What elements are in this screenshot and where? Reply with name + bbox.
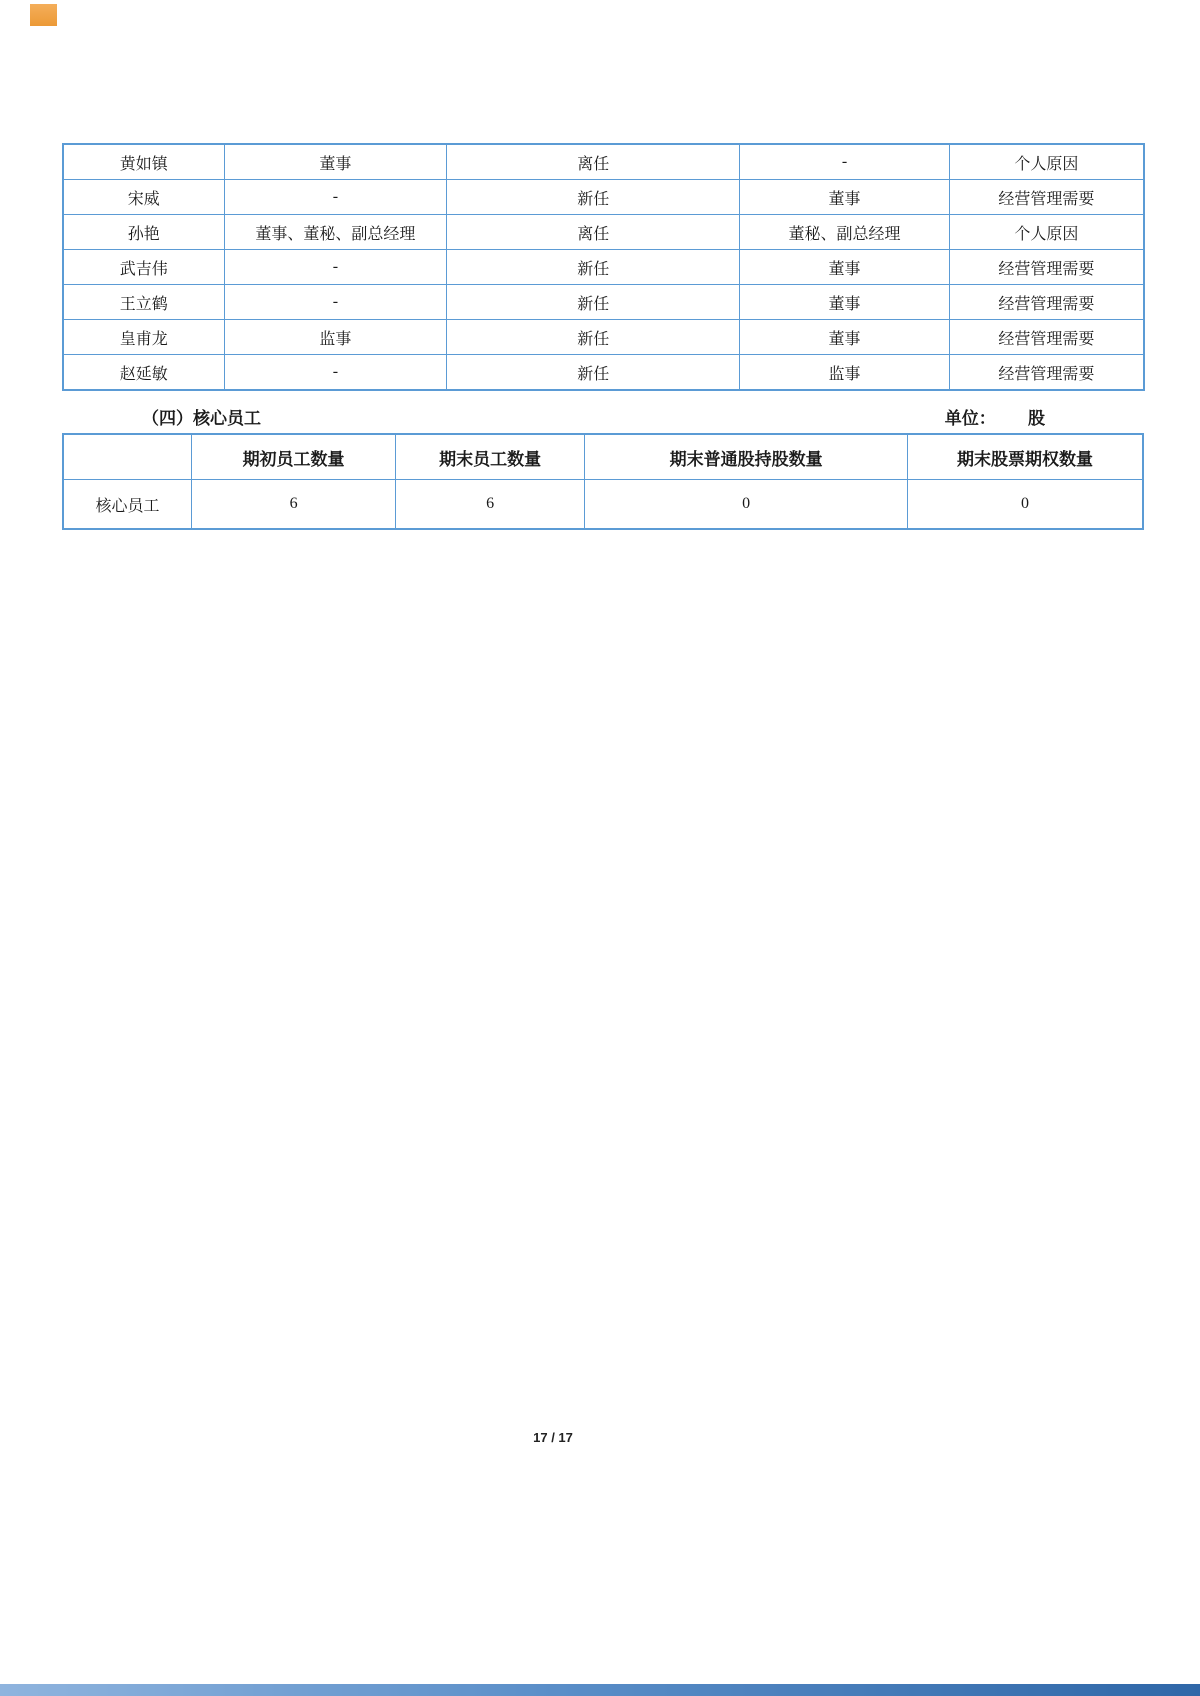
- bottom-footer-bar: [0, 1684, 1200, 1696]
- cell-prev-position: 监事: [224, 320, 447, 355]
- cell-begin-count: 6: [192, 480, 396, 530]
- cell-end-shares: 0: [585, 480, 908, 530]
- table-row: [63, 250, 1144, 285]
- cell-change-type: 新任: [447, 250, 740, 285]
- cell-new-position: 董秘、副总经理: [740, 215, 950, 250]
- cell-name: 王立鹤: [63, 285, 224, 320]
- header-end-count: 期末员工数量: [396, 434, 585, 480]
- cell-reason: 经营管理需要: [949, 250, 1144, 285]
- cell-prev-position: 董事、董秘、副总经理: [224, 215, 447, 250]
- page-number: 17 / 17: [533, 1430, 573, 1445]
- cell-reason: 经营管理需要: [949, 355, 1144, 391]
- header-begin-count: 期初员工数量: [192, 434, 396, 480]
- cell-name: 皇甫龙: [63, 320, 224, 355]
- cell-new-position: 董事: [740, 285, 950, 320]
- cell-reason: 个人原因: [949, 215, 1144, 250]
- personnel-change-table: [62, 143, 1145, 391]
- unit-label-wrap: [945, 404, 1045, 429]
- unit-label: 单位：: [944, 409, 996, 428]
- table-row: [63, 144, 1144, 180]
- cell-change-type: 新任: [447, 180, 740, 215]
- cell-reason: 经营管理需要: [949, 285, 1144, 320]
- cell-change-type: 新任: [447, 285, 740, 320]
- core-employee-table: [62, 433, 1144, 530]
- cell-name: 赵延敏: [63, 355, 224, 391]
- section-heading-line: [62, 404, 1145, 428]
- header-end-options: 期末股票期权数量: [908, 434, 1143, 480]
- cell-new-position: -: [740, 144, 950, 180]
- cell-end-options: 0: [908, 480, 1143, 530]
- cell-name: 宋威: [63, 180, 224, 215]
- cell-reason: 经营管理需要: [949, 320, 1144, 355]
- cell-prev-position: -: [224, 285, 447, 320]
- top-left-corner-mark: [30, 4, 57, 26]
- cell-name: 武吉伟: [63, 250, 224, 285]
- header-end-shares: 期末普通股持股数量: [585, 434, 908, 480]
- table-row: [63, 180, 1144, 215]
- unit-value: 股: [1028, 409, 1045, 428]
- cell-change-type: 离任: [447, 144, 740, 180]
- cell-reason: 个人原因: [949, 144, 1144, 180]
- cell-name: 黄如镇: [63, 144, 224, 180]
- table-row: [63, 215, 1144, 250]
- cell-name: 孙艳: [63, 215, 224, 250]
- cell-reason: 经营管理需要: [949, 180, 1144, 215]
- cell-change-type: 新任: [447, 320, 740, 355]
- table-row: [63, 285, 1144, 320]
- cell-prev-position: 董事: [224, 144, 447, 180]
- cell-prev-position: -: [224, 355, 447, 391]
- cell-new-position: 董事: [740, 250, 950, 285]
- table-row: [63, 355, 1144, 391]
- cell-prev-position: -: [224, 250, 447, 285]
- section-title: （四）核心员工: [142, 409, 261, 428]
- cell-prev-position: -: [224, 180, 447, 215]
- cell-new-position: 董事: [740, 320, 950, 355]
- table-row: [63, 480, 1143, 530]
- cell-row-label: 核心员工: [63, 480, 192, 530]
- cell-end-count: 6: [396, 480, 585, 530]
- cell-new-position: 监事: [740, 355, 950, 391]
- cell-new-position: 董事: [740, 180, 950, 215]
- cell-change-type: 离任: [447, 215, 740, 250]
- table-row: [63, 320, 1144, 355]
- header-empty: [63, 434, 192, 480]
- table-header-row: [63, 434, 1143, 480]
- cell-change-type: 新任: [447, 355, 740, 391]
